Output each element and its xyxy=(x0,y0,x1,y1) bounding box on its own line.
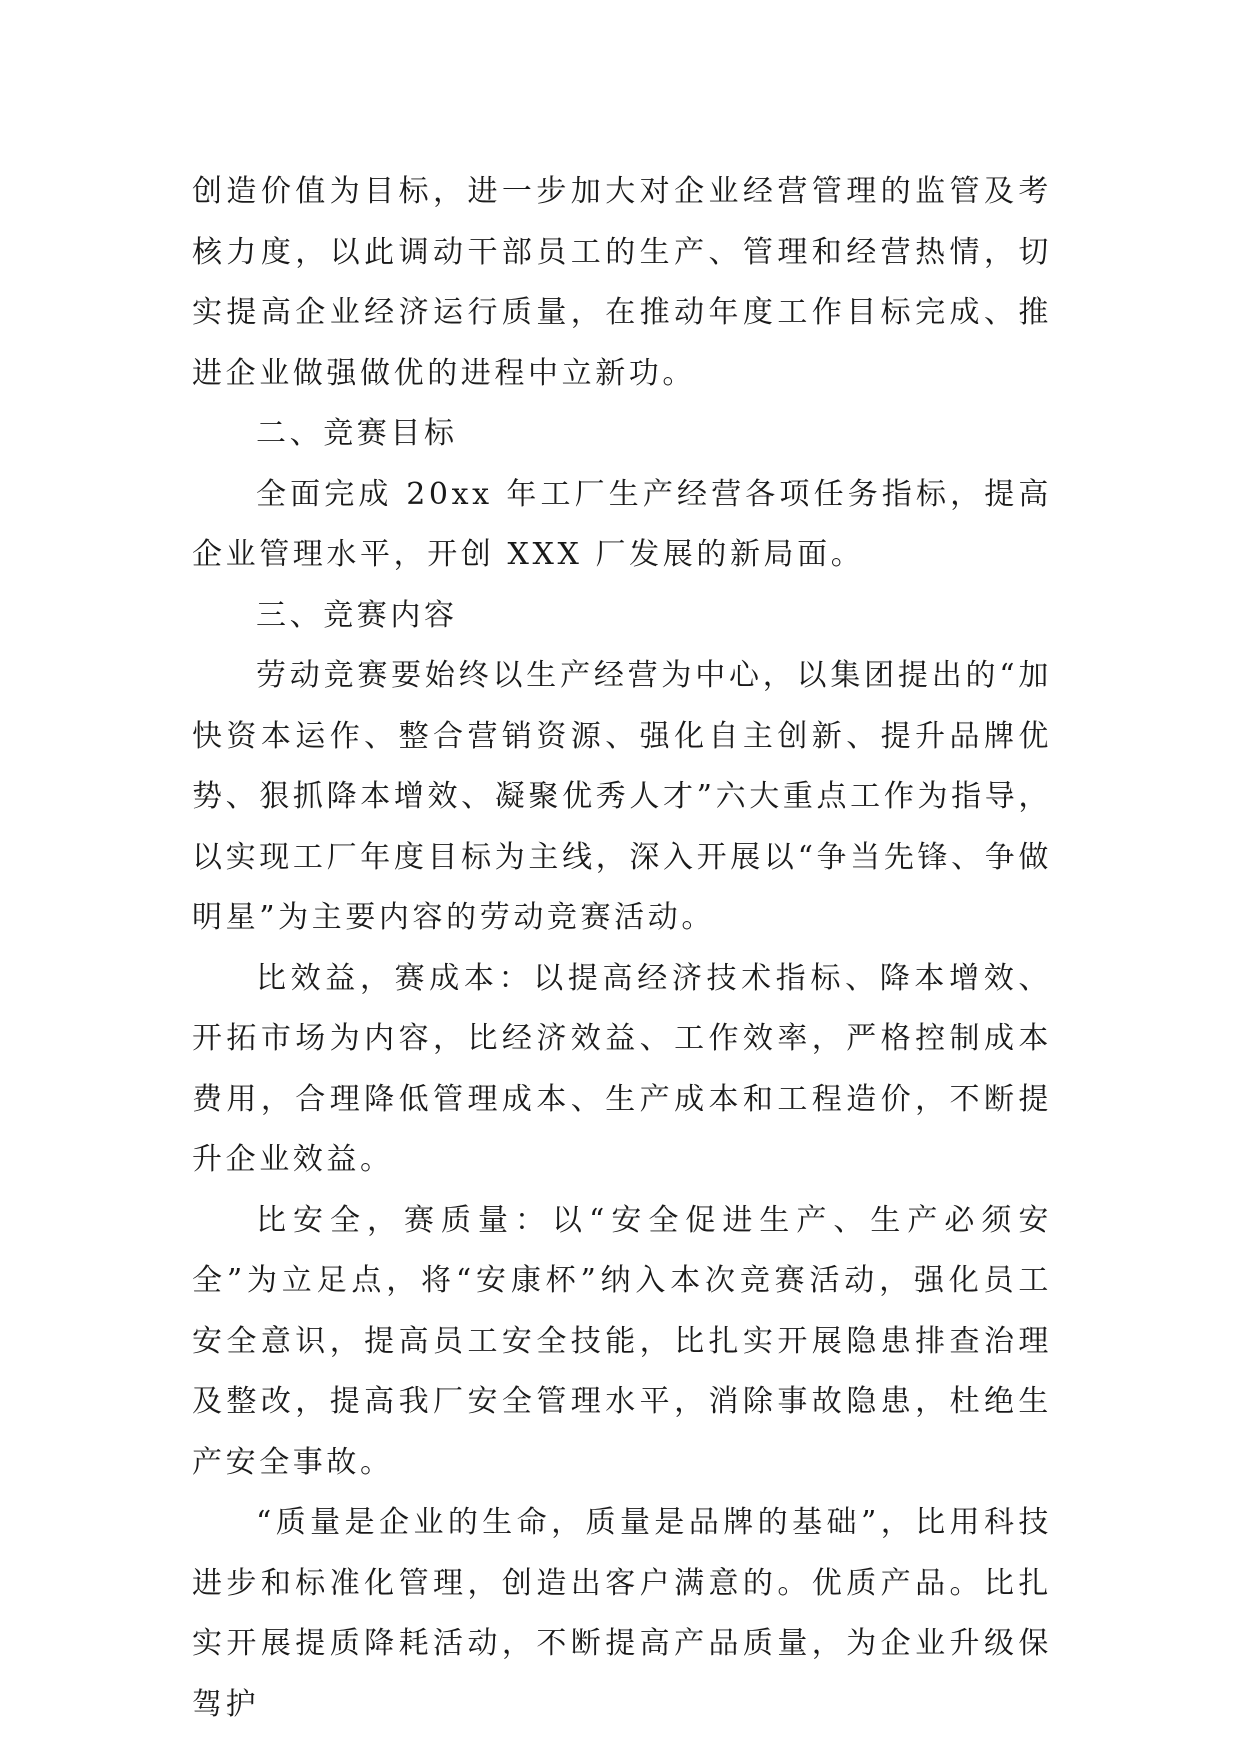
body-paragraph: 比安全，赛质量：以“安全促进生产、生产必须安全”为立足点，将“安康杯”纳入本次竞赛活动，强化员工安全意识，提高员工安全技能，比扎实开展隐患排查治理及整改，提高我厂安全管理水平，消除事故隐患，杜绝生产安全事故。 xyxy=(192,1202,1052,1480)
body-paragraph: 比效益，赛成本：以提高经济技术指标、降本增效、开拓市场为内容，比经济效益、工作效率，严格控制成本费用，合理降低管理成本、生产成本和工程造价，不断提升企业效益。 xyxy=(192,960,1052,1177)
body-paragraph: 劳动竞赛要始终以生产经营为中心，以集团提出的“加快资本运作、整合营销资源、强化自主创新、提升品牌优势、狠抓降本增效、凝聚优秀人才”六大重点工作为指导，以实现工厂年度目标为主线，深入开展以“争当先锋、争做明星”为主要内容的劳动竞赛活动。 xyxy=(192,658,1052,935)
body-paragraph: 全面完成 20xx 年工厂生产经营各项任务指标，提高企业管理水平，开创 XXX 厂发展的新局面。 xyxy=(192,476,1052,572)
body-paragraph: “质量是企业的生命，质量是品牌的基础”，比用科技进步和标准化管理，创造出客户满意的。优质产品。比扎实开展提质降耗活动，不断提高产品质量，为企业升级保驾护 xyxy=(192,1505,1052,1722)
body-paragraph: 创造价值为目标，进一步加大对企业经营管理的监管及考核力度，以此调动干部员工的生产、管理和经营热情，切实提高企业经济运行质量，在推动年度工作目标完成、推进企业做强做优的进程中立新功。 xyxy=(192,174,1052,391)
document-body xyxy=(192,162,1052,1735)
section-heading-content: 三、竞赛内容 xyxy=(256,597,458,633)
section-heading-goal: 二、竞赛目标 xyxy=(256,416,458,451)
